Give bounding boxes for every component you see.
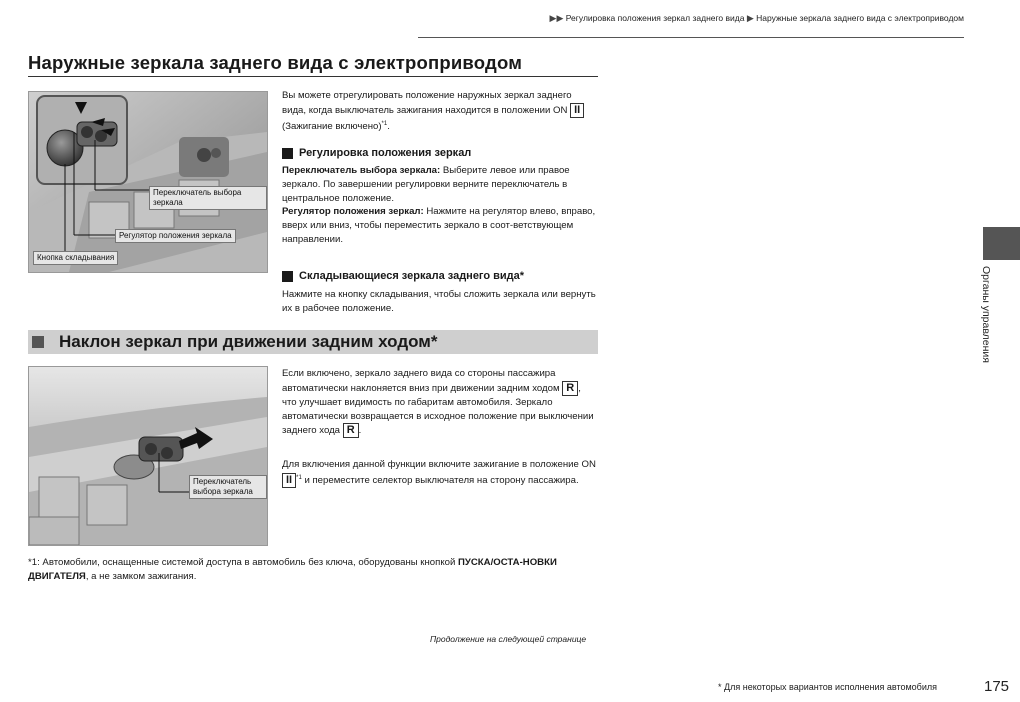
ignition-on-key: II — [570, 103, 584, 118]
bottom-note: * Для некоторых вариантов исполнения автомобиля — [718, 682, 937, 692]
selector-label: Переключатель выбора зеркала: — [282, 165, 441, 176]
folding-text: Нажмите на кнопку складывания, чтобы сложить зеркала или вернуть их в рабочее положение. — [282, 289, 596, 314]
side-tab-marker[interactable] — [983, 227, 1020, 260]
reverse-text-b: , что улучшает видимость по габаритам автомобиля. Зеркало автоматически возвращается в исходное положение при выключении заднего хода — [282, 382, 594, 437]
footnote-mark: *1: — [28, 557, 40, 568]
ignition-on-key-2: II — [282, 473, 296, 488]
callout-fold-button: Кнопка складывания — [33, 251, 118, 265]
footnote-text-b: , а не замком зажигания. — [85, 570, 197, 582]
breadcrumb-part2[interactable]: Наружные зеркала заднего вида с электроприводом — [756, 13, 964, 23]
reverse-text-d: и переместите селектор выключателя на сторону пассажира. — [301, 474, 579, 486]
intro-paragraph — [282, 89, 598, 134]
section-reverse-tilt — [28, 330, 598, 354]
intro-text: Вы можете отрегулировать положение наружных зеркал заднего вида, когда выключатель зажигания находится в положении ON — [282, 90, 572, 116]
adjust-heading-text: Регулировка положения зеркал — [299, 147, 472, 159]
footnote-bold: ПУСКА/ОСТА-НОВКИ ДВИГАТЕЛЯ — [28, 557, 557, 582]
regulator-text: Нажмите на регулятор влево, вправо, вверх или вниз, чтобы переместить зеркало в соот-ветствующем направлении. — [282, 206, 596, 245]
intro-end: . — [387, 120, 390, 132]
top-rule — [418, 37, 964, 38]
door-panel-illustration — [29, 92, 267, 272]
section-reverse-heading: Наклон зеркал при движении задним ходом* — [59, 332, 438, 351]
reverse-key-r-2: R — [343, 423, 359, 438]
side-tab-label[interactable] — [980, 266, 999, 386]
section-square-icon — [32, 336, 44, 348]
regulator-label: Регулятор положения зеркал: — [282, 206, 424, 218]
reverse-text-a: Если включено, зеркало заднего вида со стороны пассажира автоматически наклоняется вниз при движении задним ходом — [282, 368, 560, 394]
mirror-selector-illustration — [29, 367, 267, 545]
reverse-key-r: R — [562, 381, 578, 396]
breadcrumb-part1[interactable]: Регулировка положения зеркал заднего вида — [565, 13, 745, 23]
heading-square-icon — [282, 271, 293, 282]
breadcrumb — [550, 13, 964, 24]
breadcrumb-arrow: ▶ — [746, 13, 754, 23]
reverse-end: . — [358, 425, 362, 437]
heading-square-icon — [282, 148, 293, 159]
adjust-heading — [282, 147, 471, 159]
reverse-tilt-figure — [28, 366, 268, 546]
side-tab-text: Органы управления — [980, 266, 992, 363]
reverse-paragraph-1 — [282, 367, 598, 438]
mirror-controls-figure — [28, 91, 268, 273]
footnote-ref[interactable]: *1 — [381, 120, 388, 127]
page-title: Наружные зеркала заднего вида с электроприводом — [28, 52, 523, 73]
selector-text: Выберите левое или правое зеркало. По завершении регулировки верните переключатель в центральное положение. — [282, 165, 570, 204]
page-number: 175 — [984, 678, 1010, 695]
footnote — [28, 556, 608, 583]
adjust-text — [282, 164, 598, 247]
footnote-ref-2[interactable]: *1 — [296, 474, 302, 481]
callout-mirror-selector: Переключатель выбора зеркала — [149, 186, 267, 210]
reverse-text-c: Для включения данной функции включите зажигание в положение ON — [282, 459, 596, 470]
intro-text-after: (Зажигание включено) — [282, 120, 382, 132]
footnote-text-a: Автомобили, оснащенные системой доступа в автомобиль без ключа, оборудованы кнопкой — [42, 557, 458, 568]
folding-heading-text: Складывающиеся зеркала заднего вида* — [299, 270, 525, 282]
breadcrumb-arrows: ▶▶ — [549, 13, 564, 23]
callout-mirror-regulator: Регулятор положения зеркала — [115, 229, 236, 243]
folding-heading — [282, 270, 524, 282]
continued-note: Продолжение на следующей странице — [430, 634, 587, 644]
reverse-paragraph-2 — [282, 458, 598, 488]
title-rule — [28, 76, 598, 77]
callout-mirror-selector-2: Переключатель выбора зеркала — [189, 475, 267, 499]
